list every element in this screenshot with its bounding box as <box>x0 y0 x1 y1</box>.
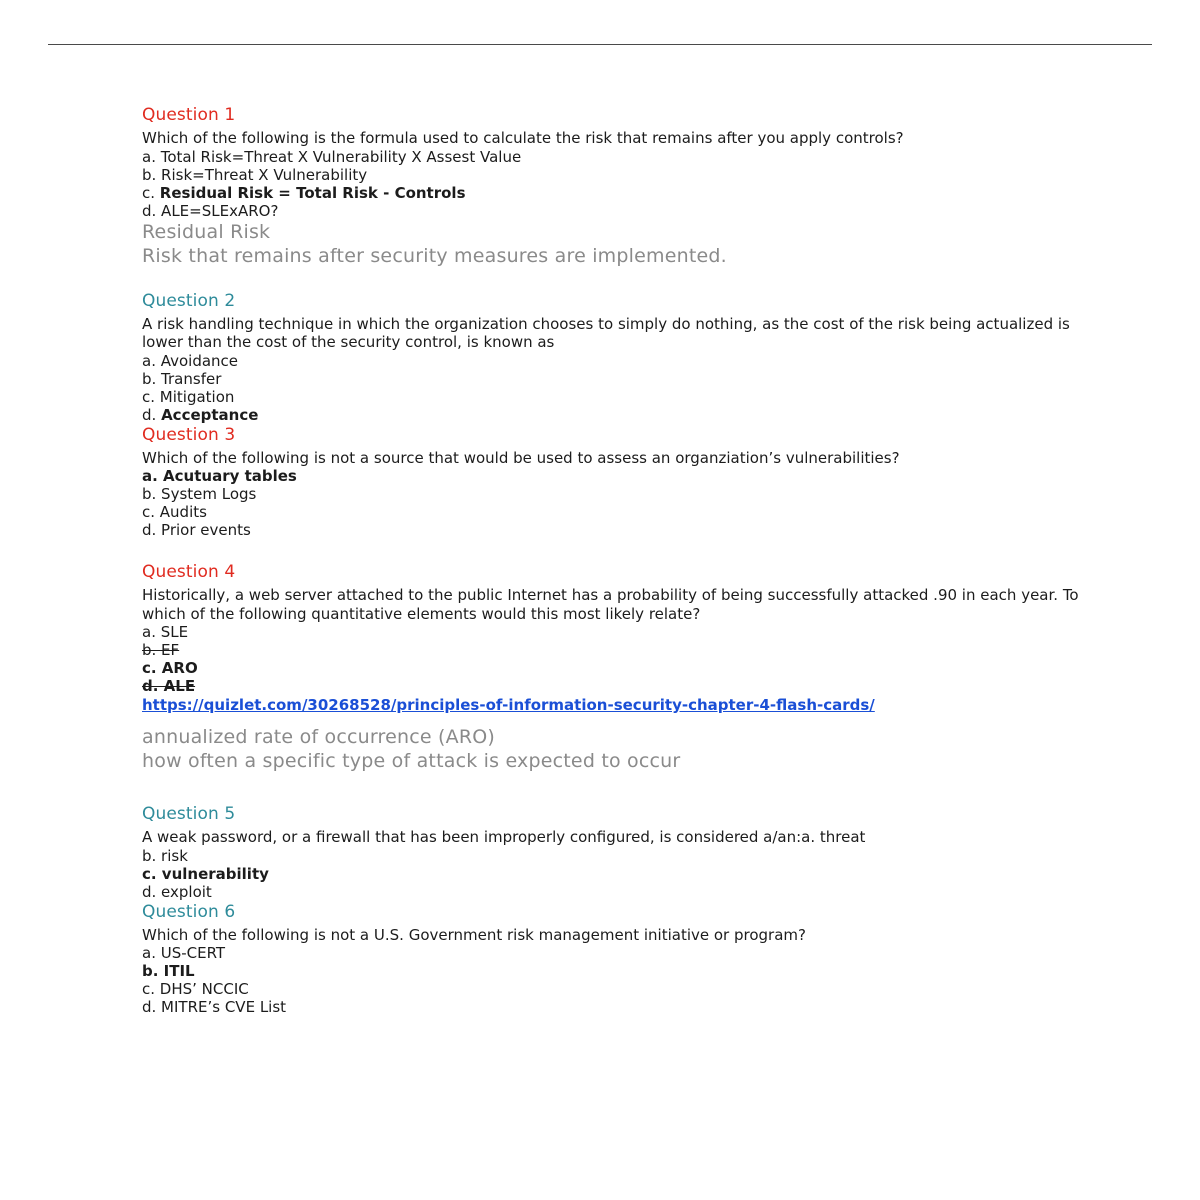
question-title-5: Question 5 <box>142 804 236 824</box>
question-3-option-b: b. System Logs <box>142 485 257 503</box>
question-2-option-d <box>142 406 1102 424</box>
question-3-option-d: d. Prior events <box>142 521 251 539</box>
spacer <box>142 539 1102 561</box>
question-6-option-a: a. US-CERT <box>142 944 226 962</box>
question-1-option-b: b. Risk=Threat X Vulnerability <box>142 165 368 184</box>
question-1-option-d: d. ALE=SLExARO? <box>142 201 279 220</box>
question-title-6: Question 6 <box>142 901 236 922</box>
question-2-option-a: a. Avoidance <box>142 351 239 370</box>
question-2-option-c: c. Mitigation <box>142 387 235 406</box>
question-2-option-b: b. Transfer <box>142 369 222 388</box>
question-stem-3: Which of the following is not a source that would be used to assess an organziation’s vulnerabilities? <box>142 448 900 467</box>
spacer <box>142 268 1102 290</box>
question-1-note-definition: Risk that remains after security measures are implemented. <box>142 244 727 267</box>
question-3-option-a: a. Acutuary tables <box>142 467 297 485</box>
question-4-option-d: d. ALE <box>142 677 196 695</box>
quizlet-source-link[interactable]: https://quizlet.com/30268528/principles-of-information-security-chapter-4-flash-cards/ <box>142 696 875 714</box>
question-block-2 <box>142 290 1102 424</box>
question-4-note-term: annualized rate of occurrence (ARO) <box>142 726 496 748</box>
question-stem-2: A risk handling technique in which the organization chooses to simply do nothing, as the cost of the risk being actualized is lower than the cost of the security control, is known as <box>142 314 1070 351</box>
spacer <box>142 715 1102 725</box>
question-stem-5: A weak password, or a firewall that has been improperly configured, is considered a/an:a. threat <box>142 828 866 846</box>
question-1-option-c-prefix: c. <box>142 183 156 202</box>
question-3-option-c: c. Audits <box>142 503 207 521</box>
question-6-option-b: b. ITIL <box>142 962 195 980</box>
question-block-5 <box>142 803 1102 901</box>
question-block-1 <box>142 104 1102 268</box>
question-stem-4: Historically, a web server attached to the public Internet has a probability of being successfully attacked .90 in each year. To which of the following quantitative elements would this most likely relate? <box>142 586 1079 623</box>
question-4-option-a: a. SLE <box>142 623 189 641</box>
question-5-option-b: b. risk <box>142 846 188 865</box>
question-title-1: Question 1 <box>142 105 236 125</box>
question-block-3 <box>142 424 1102 540</box>
question-5-option-d: d. exploit <box>142 882 212 901</box>
question-1-note-term: Residual Risk <box>142 220 271 243</box>
question-block-6 <box>142 901 1102 1017</box>
spacer <box>142 773 1102 803</box>
header-divider <box>48 44 1152 45</box>
question-1-option-a: a. Total Risk=Threat X Vulnerability X Assest Value <box>142 147 522 166</box>
question-1-option-c-body: Residual Risk = Total Risk - Controls <box>159 183 466 202</box>
question-title-2: Question 2 <box>142 290 236 311</box>
question-title-4: Question 4 <box>142 562 236 582</box>
question-2-option-d-prefix: d. <box>142 405 157 424</box>
question-4-option-c: c. ARO <box>142 659 198 677</box>
question-1-option-c <box>142 184 1102 202</box>
question-4-note-definition: how often a specific type of attack is expected to occur <box>142 750 681 772</box>
question-6-option-d: d. MITRE’s CVE List <box>142 998 287 1016</box>
question-stem-1: Which of the following is the formula used to calculate the risk that remains after you apply controls? <box>142 129 904 147</box>
question-title-3: Question 3 <box>142 424 236 445</box>
question-6-option-c: c. DHS’ NCCIC <box>142 980 249 998</box>
question-stem-6: Which of the following is not a U.S. Government risk management initiative or program? <box>142 925 806 944</box>
question-5-option-c: c. vulnerability <box>142 864 269 883</box>
question-block-4 <box>142 561 1102 773</box>
question-2-option-d-body: Acceptance <box>161 405 259 424</box>
question-4-option-b: b. EF <box>142 641 180 659</box>
document-content <box>142 104 1102 1016</box>
